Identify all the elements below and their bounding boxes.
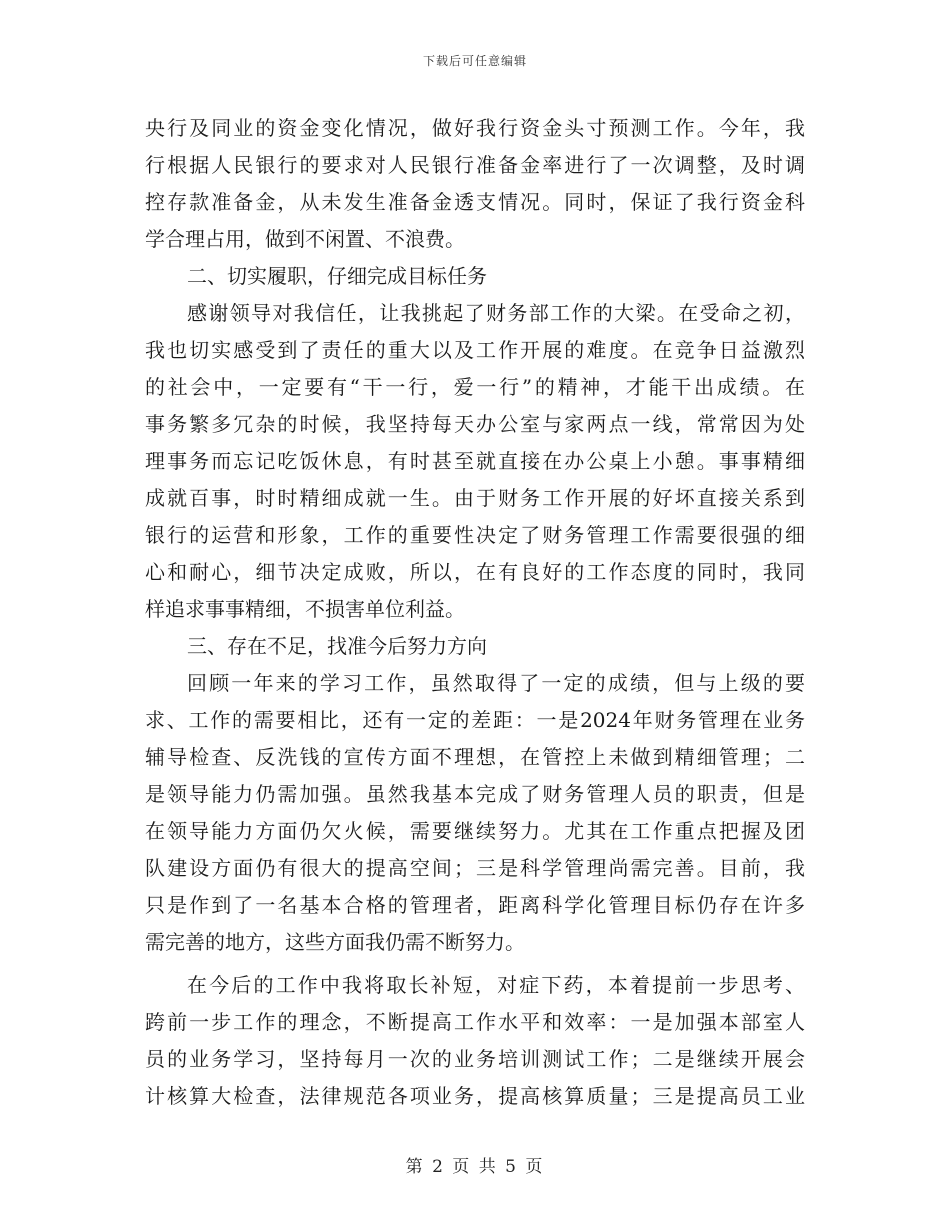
- body-line: 在领导能力方面仍欠火候，需要继续努力。尤其在工作重点把握及团: [145, 819, 805, 843]
- body-line: 的社会中，一定要有“干一行，爱一行”的精神，才能干出成绩。在: [145, 375, 805, 399]
- body-line: 成就百事，时时精细成就一生。由于财务工作开展的好坏直接关系到: [145, 486, 805, 510]
- body-line: 控存款准备金，从未发生准备金透支情况。同时，保证了我行资金科: [145, 190, 805, 214]
- body-line: 银行的运营和形象，工作的重要性决定了财务管理工作需要很强的细: [145, 523, 805, 547]
- body-line: 跨前一步工作的理念，不断提高工作水平和效率：一是加强本部室人: [145, 1010, 805, 1034]
- body-line: 我也切实感受到了责任的重大以及工作开展的难度。在竞争日益激烈: [145, 338, 805, 362]
- body-line: 央行及同业的资金变化情况，做好我行资金头寸预测工作。今年，我: [145, 116, 805, 140]
- body-line: 员的业务学习，坚持每月一次的业务培训测试工作；二是继续开展会: [145, 1047, 805, 1071]
- page-number-footer: 第 2 页 共 5 页: [405, 1157, 545, 1177]
- body-line: 是领导能力仍需加强。虽然我基本完成了财务管理人员的职责，但是: [145, 782, 805, 806]
- body-line: 理事务而忘记吃饭休息，有时甚至就直接在办公桌上小憩。事事精细: [145, 449, 805, 473]
- body-line: 学合理占用，做到不闲置、不浪费。: [145, 227, 465, 251]
- body-line: 计核算大检查，法律规范各项业务，提高核算质量；三是提高员工业: [145, 1084, 805, 1108]
- body-line: 辅导检查、反洗钱的宣传方面不理想，在管控上未做到精细管理；二: [145, 745, 805, 769]
- body-line: 感谢领导对我信任，让我挑起了财务部工作的大梁。在受命之初，: [187, 301, 805, 325]
- body-line: 在今后的工作中我将取长补短，对症下药，本着提前一步思考、: [187, 973, 805, 997]
- body-line: 需完善的地方，这些方面我仍需不断努力。: [145, 930, 525, 954]
- body-line: 事务繁多冗杂的时候，我坚持每天办公室与家两点一线，常常因为处: [145, 412, 805, 436]
- body-line: 求、工作的需要相比，还有一定的差距：一是2024年财务管理在业务: [145, 708, 805, 732]
- body-line: 心和耐心，细节决定成败，所以，在有良好的工作态度的同时，我同: [145, 560, 805, 584]
- body-line: 样追求事事精细，不损害单位利益。: [145, 597, 465, 621]
- page-header: 下载后可任意编辑: [422, 54, 527, 68]
- section-heading: 二、切实履职，仔细完成目标任务: [187, 264, 487, 288]
- document-body: [145, 110, 805, 1115]
- body-line: 回顾一年来的学习工作，虽然取得了一定的成绩，但与上级的要: [187, 671, 805, 695]
- body-line: 只是作到了一名基本合格的管理者，距离科学化管理目标仍存在许多: [145, 893, 805, 917]
- body-line: 行根据人民银行的要求对人民银行准备金率进行了一次调整，及时调: [145, 153, 805, 177]
- section-heading: 三、存在不足，找准今后努力方向: [187, 634, 487, 658]
- body-line: 队建设方面仍有很大的提高空间；三是科学管理尚需完善。目前，我: [145, 856, 805, 880]
